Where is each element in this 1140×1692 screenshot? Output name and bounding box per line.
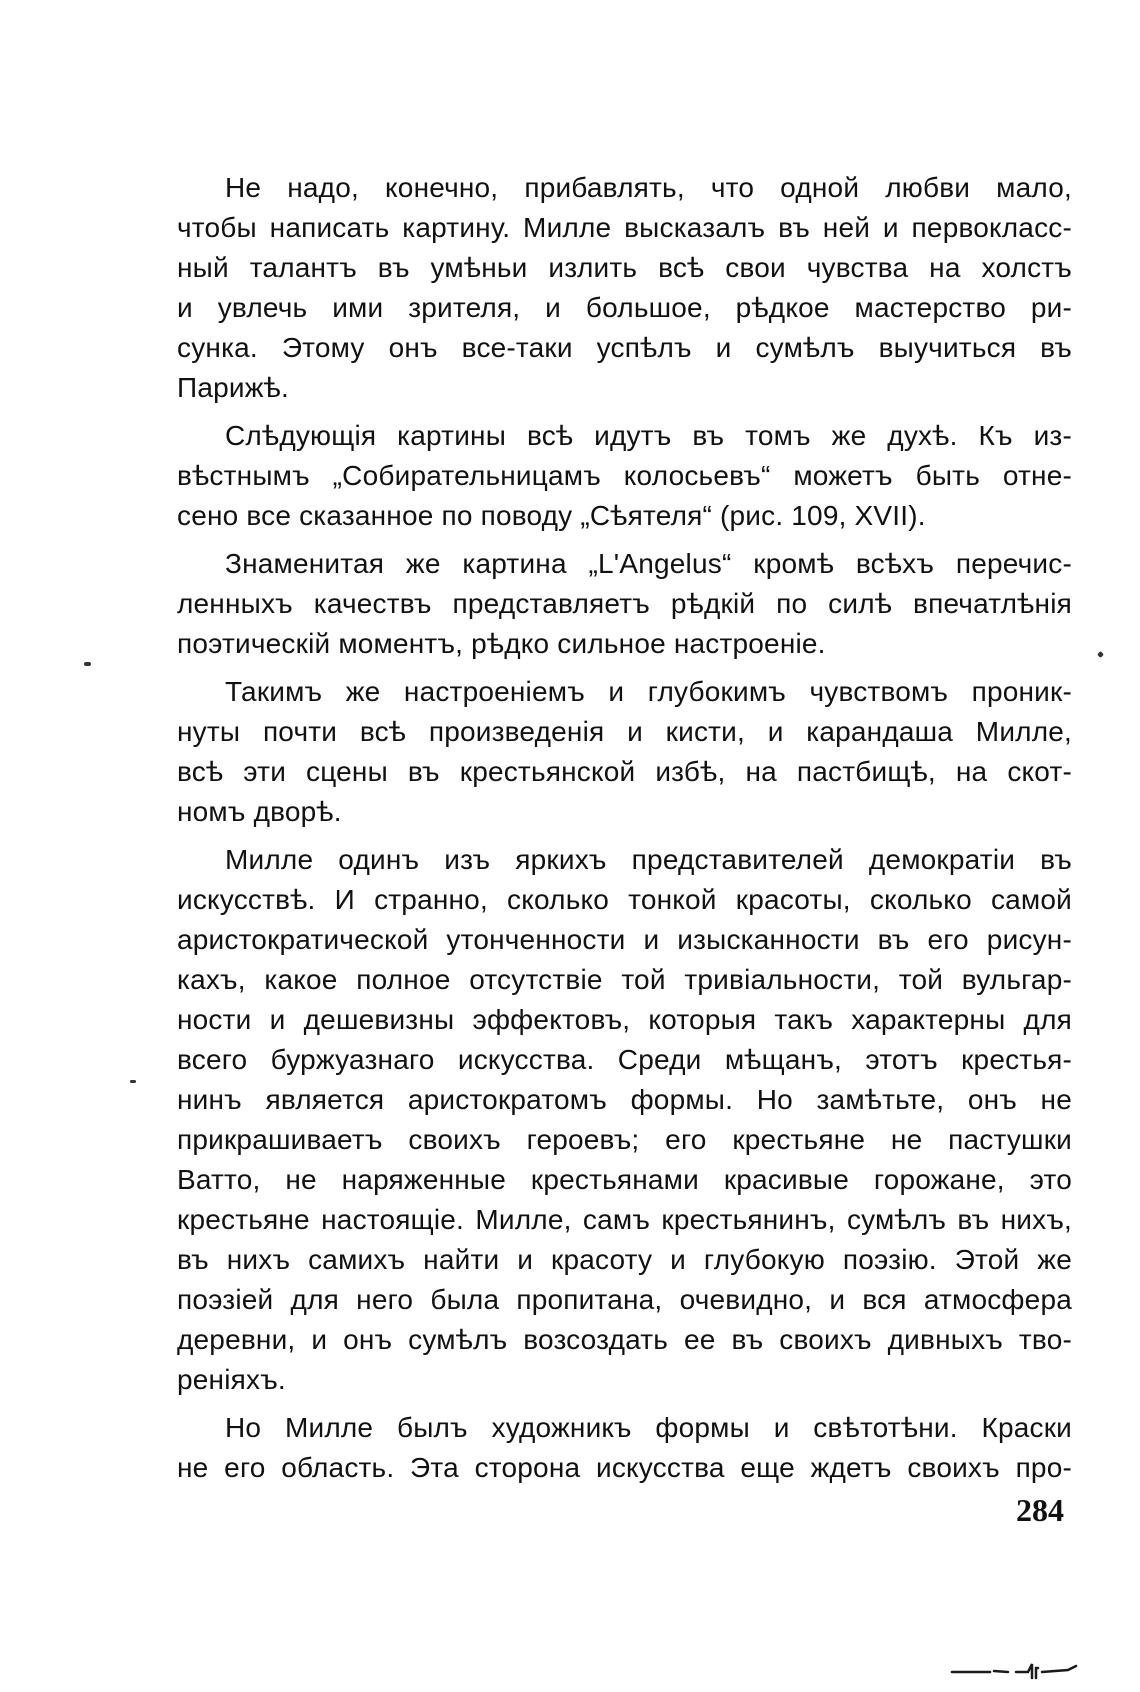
text-line: вѣстнымъ „Собирательницамъ колосьевъ“ можетъ быть отне- — [177, 460, 1072, 491]
text-line: сено все сказанное по поводу „Сѣятеля“ (рис. 109, XVII). — [177, 500, 926, 531]
text-line: въ нихъ самихъ найти и красоту и глубокую поэзію. Этой же — [177, 1244, 1072, 1275]
text-line: нинъ является аристократомъ формы. Но замѣтьте, онъ не — [177, 1084, 1072, 1115]
text-line: ный талантъ въ умѣньи излить всѣ свои чувства на холстъ — [177, 252, 1072, 283]
text-line: поэтическій моментъ, рѣдко сильное настроеніе. — [177, 628, 826, 659]
text-line: Не надо, конечно, прибавлять, что одной любви мало, — [225, 172, 1072, 203]
text-line: Милле одинъ изъ яркихъ представителей демократіи въ — [225, 844, 1072, 875]
text-line: сунка. Этому онъ все-таки успѣлъ и сумѣлъ выучиться въ — [177, 332, 1072, 363]
text-line: всего буржуазнаго искусства. Среди мѣщанъ, этотъ крестья- — [177, 1044, 1072, 1075]
paragraph-4 — [177, 672, 1072, 832]
scan-speck — [84, 662, 91, 666]
text-line: Ватто, не наряженные крестьянами красивые горожане, это — [177, 1164, 1072, 1195]
scan-speck — [130, 1080, 136, 1083]
text-line: крестьяне настоящіе. Милле, самъ крестьянинъ, сумѣлъ въ нихъ, — [177, 1204, 1072, 1235]
page-number: 284 — [1016, 1492, 1064, 1528]
text-line: не его область. Эта сторона искусства еще ждетъ своихъ про- — [177, 1452, 1072, 1483]
text-line: ленныхъ качествъ представляетъ рѣдкій по силѣ впечатлѣнія — [177, 588, 1072, 619]
text-line: ности и дешевизны эффектовъ, которыя такъ характерны для — [177, 1004, 1072, 1035]
text-line: Но Милле былъ художникъ формы и свѣтотѣни. Краски — [225, 1412, 1072, 1443]
text-line: прикрашиваетъ своихъ героевъ; его крестьяне не пастушки — [177, 1124, 1072, 1155]
text-line: аристократической утонченности и изысканности въ его рисун- — [177, 924, 1072, 955]
paragraph-5 — [177, 840, 1072, 1400]
text-line: Парижѣ. — [177, 372, 289, 403]
text-line: всѣ эти сцены въ крестьянской избѣ, на пастбищѣ, на скот- — [177, 756, 1072, 787]
paragraph-6 — [177, 1408, 1072, 1488]
text-line: номъ дворѣ. — [177, 796, 342, 827]
text-line: поэзіей для него была пропитана, очевидно, и вся атмосфера — [177, 1284, 1072, 1315]
text-line: нуты почти всѣ произведенія и кисти, и карандаша Милле, — [177, 716, 1072, 747]
scan-speck — [1097, 651, 1104, 658]
text-line: кахъ, какое полное отсутствіе той тривіальности, той вульгар- — [177, 964, 1072, 995]
text-line: реніяхъ. — [177, 1364, 286, 1395]
text-line: искусствѣ. И странно, сколько тонкой красоты, сколько самой — [177, 884, 1072, 915]
text-line: Знаменитая же картина „L'Angelus“ кромѣ всѣхъ перечис- — [225, 548, 1072, 579]
body-text — [177, 168, 1072, 1488]
paragraph-2 — [177, 416, 1072, 536]
scan-artifact — [950, 1660, 1080, 1680]
text-line: Слѣдующія картины всѣ идутъ въ томъ же духѣ. Къ из- — [225, 420, 1072, 451]
text-line: деревни, и онъ сумѣлъ возсоздать ее въ своихъ дивныхъ тво- — [177, 1324, 1072, 1355]
paragraph-1 — [177, 168, 1072, 408]
text-line: Такимъ же настроеніемъ и глубокимъ чувствомъ проник- — [225, 676, 1072, 707]
text-line: чтобы написать картину. Милле высказалъ въ ней и первокласс- — [177, 212, 1072, 243]
text-line: и увлечь ими зрителя, и большое, рѣдкое мастерство ри- — [177, 292, 1072, 323]
paragraph-3 — [177, 544, 1072, 664]
